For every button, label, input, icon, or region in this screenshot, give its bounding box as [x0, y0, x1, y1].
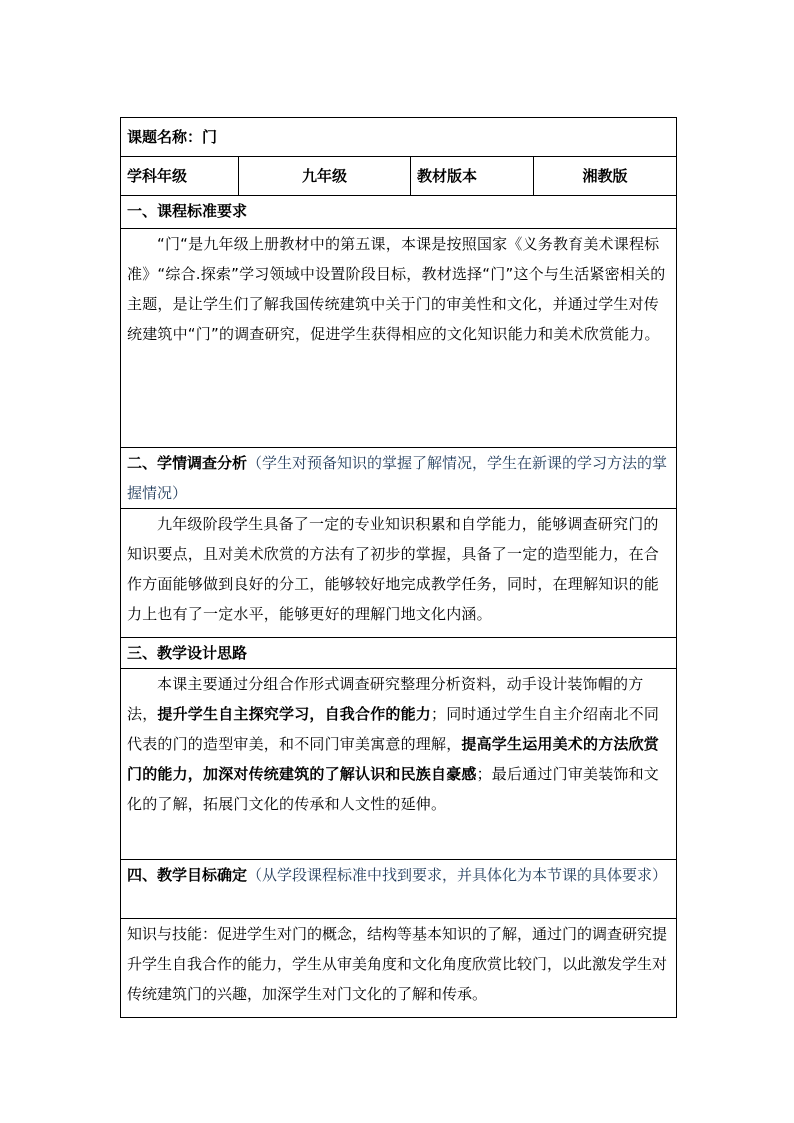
section3-title: 三、教学设计思路: [127, 644, 248, 662]
section4-body-cell: [121, 919, 677, 1018]
section3-text-1: 本课主要通过分组合作形式调查研究整理分析资料，动手设计装饰帽的方法，: [127, 675, 644, 723]
section4-title: 四、教学目标确定: [127, 866, 248, 884]
textbook-value: 湘教版: [534, 157, 677, 196]
section3-bold-1: 提升学生自主探究学习，自我合作的能力: [157, 705, 432, 723]
section3-text-2: ；同时通过学生自主介绍南北不同代表的门的造型审美，和不同门审美寓意的理解，: [127, 705, 660, 753]
section4-heading: [121, 860, 677, 919]
section1-body-row: [121, 229, 677, 448]
lesson-plan-table: [120, 117, 677, 1018]
section4-note: （从学段课程标准中找到要求，并具体化为本节课的具体要求）: [247, 866, 668, 884]
section3-bold-2: 提高学生运用美术的方法欣赏门的能力，加深对传统建筑的了解认识和民族自豪感: [127, 735, 660, 783]
section3-text-3: ；最后通过门审美装饰和文化的了解，拓展门文化的传承和人文性的延伸。: [127, 765, 660, 813]
section2-body-cell: [121, 509, 677, 638]
section3-body-cell: [121, 669, 677, 860]
meta-row: [121, 157, 677, 196]
topic-row: [121, 118, 677, 157]
section1-body: “门“是九年级上册教材中的第五课，本课是按照国家《义务教育美术课程标准》“综合.探索”学习领域中设置阶段目标，教材选择“门”这个与生活紧密相关的主题，是让学生们了解我国传统建筑中关于门的审美性和文化，并通过学生对传统建筑中“门”的调查研究，促进学生获得相应的文化知识能力和美术欣赏能力。: [127, 235, 666, 343]
section4-heading-row: [121, 860, 677, 919]
textbook-label: 教材版本: [411, 157, 534, 196]
topic-value: 门: [202, 128, 218, 146]
section2-note: （学生对预备知识的掌握了解情况，学生在新课的学习方法的掌握情况）: [127, 454, 668, 502]
section3-body: [127, 669, 670, 819]
section1-title: 一、课程标准要求: [127, 202, 248, 220]
section3-heading-row: [121, 638, 677, 669]
section2-heading-row: [121, 448, 677, 509]
section3-heading: [121, 638, 677, 669]
subject-value: 九年级: [239, 157, 411, 196]
section2-heading: [121, 448, 677, 509]
section4-body: 知识与技能：促进学生对门的概念，结构等基本知识的了解，通过门的调查研究提升学生自我合作的能力，学生从审美角度和文化角度欣赏比较门，以此激发学生对传统建筑门的兴趣，加深学生对门文化的了解和传承。: [127, 925, 668, 1003]
section2-body: 九年级阶段学生具备了一定的专业知识积累和自学能力，能够调查研究门的知识要点，且对美术欣赏的方法有了初步的掌握，具备了一定的造型能力，在合作方面能够做到良好的分工，能够较好地完成教学任务，同时，在理解知识的能力上也有了一定水平，能够更好的理解门地文化内涵。: [127, 515, 660, 623]
section1-heading: [121, 196, 677, 229]
lesson-plan-sheet: [120, 117, 676, 1018]
section4-body-row: [121, 919, 677, 1018]
section1-body-cell: [121, 229, 677, 448]
section2-title: 二、学情调查分析: [127, 454, 248, 472]
section2-body-row: [121, 509, 677, 638]
subject-label: 学科年级: [121, 157, 239, 196]
section1-heading-row: [121, 196, 677, 229]
topic-cell: [121, 118, 677, 157]
section3-body-row: [121, 669, 677, 860]
topic-label: 课题名称：: [127, 128, 203, 146]
